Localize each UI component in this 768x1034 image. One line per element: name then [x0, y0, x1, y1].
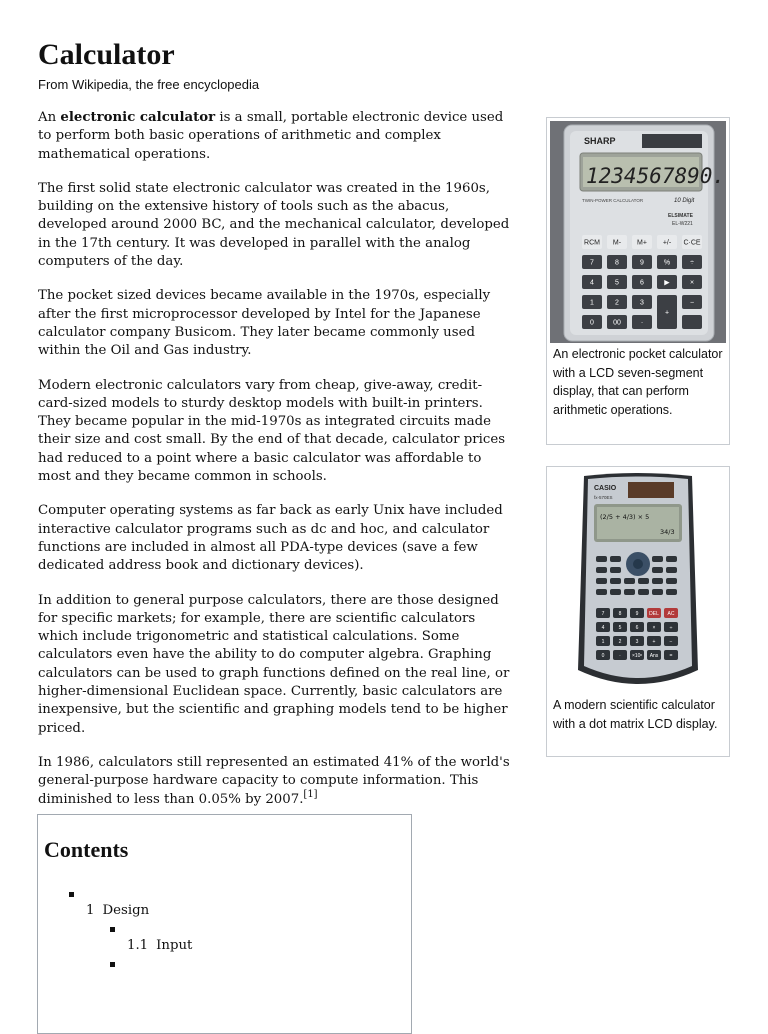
function-key[interactable]: [596, 589, 607, 595]
function-key[interactable]: [596, 567, 607, 573]
scientific-key-label: Ans: [649, 652, 659, 659]
calculator-key-label: 7: [590, 259, 594, 267]
toc-item-number: 1.1: [127, 938, 149, 953]
paragraph: The first solid state electronic calculator was created in the 1960s, building on the extensive history of tools such as the abacus, developed around 2000 BC, and the mechanical calculator, developed in the 17th century. It was developed in parallel with the analog computers of the day.: [38, 180, 510, 270]
function-key[interactable]: [666, 567, 677, 573]
list-bullet: [69, 892, 74, 897]
scientific-key-label: −: [669, 638, 673, 645]
scientific-key-label: +: [652, 638, 656, 645]
calculator-key-label: 4: [590, 279, 594, 287]
calculator-key-label: C·CE: [683, 239, 701, 247]
function-key[interactable]: [652, 589, 663, 595]
function-key[interactable]: [666, 556, 677, 562]
scientific-key-label: 9: [635, 610, 639, 617]
digits-label: 10 Digit: [674, 198, 695, 204]
calculator-key-label: 9: [640, 259, 644, 267]
calculator-key-label: 8: [615, 259, 619, 267]
calculator-key-label: 2: [615, 299, 619, 307]
scientific-key-label: 0: [601, 652, 605, 659]
calculator-key-label: 6: [640, 279, 644, 287]
last-paragraph-text: In 1986, calculators still represented an estimated 41% of the world's general-purpose hardware capacity to compute information. This diminished to less than 0.05% by 2007.: [38, 754, 510, 807]
lcd-readout: 1234567890.: [586, 164, 726, 188]
scientific-key-label: DEL: [649, 610, 659, 617]
model-brand-label: ELSIMATE: [668, 213, 693, 219]
scientific-key-label: ×: [652, 624, 656, 631]
figure-caption: A modern scientific calculator with a dot matrix LCD display.: [553, 698, 718, 731]
calculator-key-label: 0: [590, 319, 594, 327]
function-key[interactable]: [652, 556, 663, 562]
model-label: EL-W221: [672, 221, 693, 227]
function-key[interactable]: [610, 578, 621, 584]
calculator-key-label: +: [664, 309, 670, 317]
scientific-key-label: 8: [618, 610, 622, 617]
footnote-link[interactable]: [1]: [303, 788, 318, 800]
calculator-key-label: RCM: [584, 239, 600, 247]
function-key[interactable]: [638, 578, 649, 584]
scientific-key-label: ÷: [669, 624, 673, 631]
function-key[interactable]: [666, 589, 677, 595]
figure-pocket-calculator: [546, 117, 730, 445]
list-bullet: [110, 927, 115, 932]
intro-pre: An: [38, 110, 61, 125]
intro-post: is a small, portable electronic device used to perform both basic operations of arithmetic and complex mathematical operations.: [38, 110, 504, 162]
function-key[interactable]: [610, 567, 621, 573]
article-body: [38, 109, 516, 825]
calculator-key-label: M+: [637, 239, 647, 247]
calculator-key-label: ·: [640, 319, 644, 327]
toc-item-design[interactable]: [86, 903, 149, 918]
function-key[interactable]: [610, 589, 621, 595]
scientific-key-label: 5: [618, 624, 622, 631]
paragraph: Computer operating systems as far back as early Unix have included interactive calculator programs such as dc and hoc, and calculator functions are included in almost all PDA-type devices (save a few dedicated address book and dictionary devices).: [38, 503, 503, 574]
calculator-key-label: %: [663, 259, 671, 267]
brand-label: SHARP: [584, 136, 616, 146]
calculator-key-label: ÷: [690, 259, 694, 267]
scientific-key-label: ·: [619, 652, 621, 659]
figure-scientific-calculator: [546, 466, 730, 757]
article-subtitle: From Wikipedia, the free encyclopedia: [38, 77, 260, 92]
function-key[interactable]: [638, 589, 649, 595]
function-key[interactable]: [596, 578, 607, 584]
last-paragraph: [38, 754, 516, 809]
toc-item-label: Input: [156, 938, 193, 953]
scientific-key-label: 7: [601, 610, 605, 617]
scientific-key-label: AC: [667, 610, 675, 617]
paragraph: Modern electronic calculators vary from cheap, give-away, credit-card-sized models to sturdy desktop models with built-in printers. They became popular in the mid-1970s as integrated circuits made their size and cost small. By the end of that decade, calculator prices had reduced to a point where a basic calculator was affordable to most and they became common in schools.: [38, 377, 506, 485]
paragraph: The pocket sized devices became available in the 1970s, especially after the first microprocessor developed by Intel for the Japanese calculator company Busicom. They later became commonly used within the Oil and Gas industry.: [38, 288, 491, 359]
scientific-key-label: 2: [618, 638, 622, 645]
scientific-key-label: 4: [601, 624, 605, 631]
intro-paragraph: [38, 109, 516, 164]
function-key[interactable]: [666, 578, 677, 584]
scientific-key-label: =: [669, 652, 673, 659]
pocket-calculator-image[interactable]: [550, 121, 726, 343]
function-key[interactable]: [652, 567, 663, 573]
list-bullet: [110, 962, 115, 967]
calculator-key[interactable]: [682, 315, 702, 329]
function-key[interactable]: [596, 556, 607, 562]
function-key[interactable]: [624, 578, 635, 584]
lcd-input-line: (2/5 + 4/3) × 5: [600, 513, 650, 521]
calculator-key-label: M-: [612, 239, 622, 247]
calculator-key-label: +/-: [662, 239, 672, 247]
toc-item-label: Design: [102, 903, 150, 918]
function-key[interactable]: [652, 578, 663, 584]
scientific-key-label: 3: [635, 638, 639, 645]
calculator-key-label: 1: [590, 299, 594, 307]
table-of-contents: [37, 814, 412, 1034]
toc-title: Contents: [44, 837, 129, 862]
scientific-key-label: 6: [635, 624, 639, 631]
toc-item-input[interactable]: [127, 938, 192, 953]
intro-bold-term[interactable]: electronic calculator: [60, 110, 216, 125]
lcd-result-line: 34/3: [660, 528, 675, 536]
calculator-key-label: 3: [640, 299, 644, 307]
model-label: fx-570ES: [594, 495, 613, 500]
calculator-key-label: ×: [689, 279, 695, 287]
function-key[interactable]: [610, 556, 621, 562]
function-key[interactable]: [624, 589, 635, 595]
article-title: Calculator: [38, 38, 175, 71]
brand-label: CASIO: [594, 485, 617, 492]
paragraph: In addition to general purpose calculators, there are those designed for specific markets; for example, there are scientific calculators which include trigonometric and statistical calculations. Some calculators even have the ability to do computer algebra. Graphing calculators can be used to graph functions defined on the real line, or higher-dimensional Euclidean space. Currently, basic calculators are inexpensive, but the scientific and graphing models tend to be higher priced.: [38, 592, 510, 736]
toc-item-number: 1: [86, 903, 95, 918]
scientific-calculator-image[interactable]: [550, 470, 726, 694]
solar-label: TWIN-POWER CALCULATOR: [582, 198, 644, 203]
figure-caption: An electronic pocket calculator with a LCD seven-segment display, that can perform arithmetic operations.: [553, 347, 723, 417]
scientific-key-label: ×10ˣ: [631, 652, 643, 659]
calculator-key-label: 00: [613, 319, 621, 327]
calculator-key-label: −: [689, 299, 695, 307]
scientific-key-label: 1: [601, 638, 605, 645]
calculator-key-label: 5: [615, 279, 619, 287]
calculator-key-label: ▶: [664, 279, 670, 287]
